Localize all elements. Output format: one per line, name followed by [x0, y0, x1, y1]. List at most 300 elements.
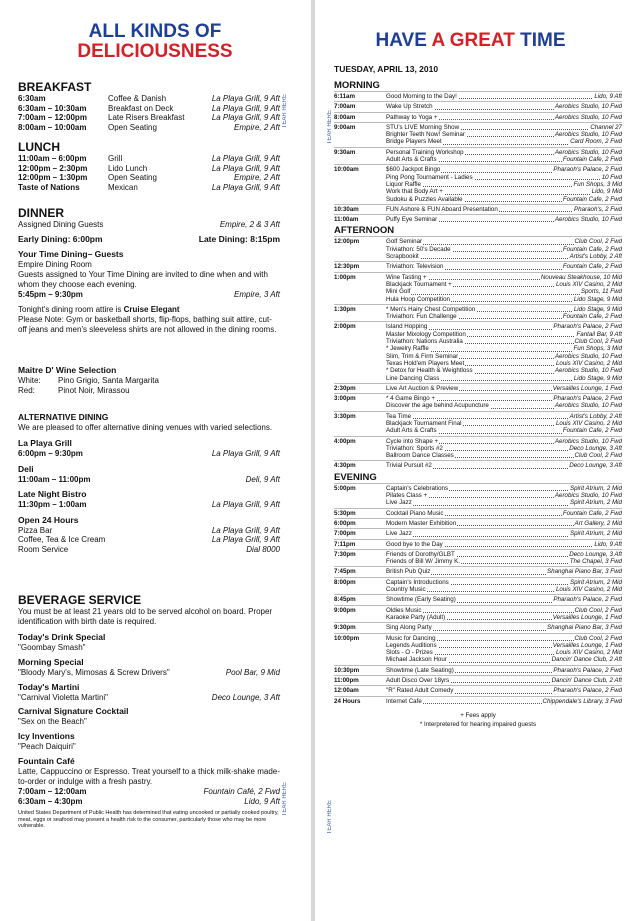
menu-time: 11:00am – 6:00pm [18, 154, 87, 163]
activity-row [386, 649, 622, 656]
activity-name: Work that Body Art + [386, 188, 443, 196]
red-label: Red: [18, 385, 35, 395]
activity-name: Blackjack Tournament Final [386, 419, 462, 427]
schedule-slot [334, 147, 622, 165]
slot-time: 2:00pm [334, 323, 356, 331]
activities-panel [316, 0, 625, 921]
slot-time: 10:30pm [334, 666, 360, 674]
lunch-heading: LUNCH [18, 140, 60, 154]
menu-item: Mexican [108, 182, 138, 192]
beverage-section [18, 593, 280, 830]
activity-location: Shanghai Piano Bar, 3 Fwd [547, 568, 622, 576]
activity-location: Louis XIV Casino, 2 Mid [555, 649, 622, 657]
activity-name: Ballroom Dance Classes [386, 452, 454, 460]
open24-location: La Playa Grill, 9 Aft [211, 535, 280, 544]
activity-name: Ping Pong Tournament - Ladies [386, 173, 473, 181]
activity-location: Fountain Cafe, 2 Fwd [562, 509, 622, 517]
assigned-loc: Empire, 2 & 3 Aft [219, 220, 280, 229]
activity-name: Cocktail Piano Music [386, 509, 444, 517]
schedule-slot [334, 204, 622, 214]
activity-name: Master Mixology Competition [386, 330, 466, 338]
slot-time: 2:30pm [334, 384, 356, 392]
activity-row [386, 246, 622, 253]
dinner-heading: DINNER [18, 206, 65, 220]
activity-location: Deco Lounge, 3 Aft [569, 550, 622, 558]
slot-items [386, 385, 622, 392]
open24-row [18, 545, 280, 555]
ytd-time: 5:45pm – 9:30pm [18, 290, 83, 299]
activity-name: * Detox for Health & Weightloss [386, 367, 473, 375]
activity-row [386, 181, 622, 188]
schedule-date: TUESDAY, APRIL 13, 2010 [334, 64, 439, 74]
menu-location: Empire, 2 Aft [234, 173, 280, 182]
activity-location: Aerobics Studio, 10 Fwd [554, 148, 622, 156]
activity-row [386, 607, 622, 614]
activity-name: Adult Disco Over 18yrs [386, 677, 450, 684]
cafe-text: Latte, Cappuccino or Espresso. Treat yourself to a thick milk-shake made-to-order or indulge with a fresh pastry. [18, 767, 280, 786]
activity-name: Texas Hold'em Players Meet [386, 359, 465, 367]
slot-items [386, 438, 622, 460]
red-wine: Pinot Noir, Mirassou [58, 385, 130, 395]
slot-time: 7:11pm [334, 540, 356, 548]
open24-item: Coffee, Tea & Ice Cream [18, 535, 106, 544]
activity-row [386, 263, 622, 270]
slot-items [386, 114, 622, 121]
title-line2: DELICIOUSNESS [77, 41, 233, 62]
dining-title [40, 22, 270, 62]
fees-note: + Fees apply [460, 711, 496, 719]
cafe-heading: Fountain Café [18, 756, 75, 766]
activity-row [386, 360, 622, 367]
schedule-slot [334, 577, 622, 595]
activity-row [386, 253, 622, 260]
menu-time: Taste of Nations [18, 182, 80, 192]
breakfast-heading: BREAKFAST [18, 80, 92, 94]
activity-name: Showtime (Late Seating) [386, 666, 454, 674]
activity-location: Pharaoh's Palace, 2 Fwd [553, 323, 622, 331]
slot-items [386, 596, 622, 603]
schedule-slot [334, 411, 622, 436]
activity-name: Karaoke Party (Adult) [386, 613, 446, 621]
activity-location: Artist's Lobby, 2 Aft [569, 253, 622, 261]
schedule-slot [334, 483, 622, 508]
slot-items [386, 687, 622, 694]
menu-time: 6:30am – 10:30am [18, 103, 87, 113]
slot-time: 10:00am [334, 166, 359, 174]
activity-row [386, 510, 622, 517]
activity-row [386, 345, 622, 352]
schedule-slot [334, 518, 622, 528]
activity-name: Tea Time [386, 412, 412, 420]
activity-location: Pharaoh's, 2 Fwd [574, 205, 622, 213]
schedule-slot [334, 528, 622, 538]
activity-name: Personal Training Workshop [386, 148, 464, 156]
activity-location: Deco Lounge, 3 Aft [569, 462, 622, 470]
activity-name: Island Hopping [386, 323, 428, 331]
activity-location: Dancin' Dance Club, 2 Aft [551, 677, 622, 684]
activity-name: Triviathon: 50's Decade [386, 245, 451, 253]
activity-row [386, 677, 622, 684]
activity-row [386, 551, 622, 558]
activity-location: Spirit Atrium, 2 Mid [569, 484, 622, 492]
schedule-slot [334, 122, 622, 147]
alt-venues [18, 438, 280, 510]
venue-location: La Playa Grill, 9 Aft [211, 449, 280, 458]
schedule-slot [334, 539, 622, 549]
martini: "Carnival Violetta Martini" [18, 692, 109, 702]
activity-location: Fun Shops, 3 Mid [573, 180, 622, 188]
title-a-great: A GREAT [431, 30, 521, 51]
activity-location: Aerobics Studio, 10 Fwd [554, 492, 622, 500]
menu-row [18, 173, 280, 183]
activity-row [386, 586, 622, 593]
open24-location: Dial 8000 [246, 544, 280, 554]
activity-name: Modern Master Exhibition [386, 519, 457, 527]
early-dining: Early Dining: 6:00pm [18, 233, 103, 244]
wine-section [18, 365, 280, 395]
activity-name: Michael Jackson Hour [386, 656, 447, 664]
slot-items [386, 607, 622, 622]
beverage-heading: BEVERAGE SERVICE [18, 593, 142, 607]
slot-items [386, 541, 622, 548]
slot-items [386, 667, 622, 674]
activity-location: Sports, 11 Fwd [580, 288, 622, 296]
activity-row [386, 438, 622, 445]
activity-location: Club Cool, 2 Fwd [574, 606, 622, 614]
slot-time: 7:00am [334, 103, 356, 111]
activity-location: Pharaoh's Palace, 2 Fwd [553, 166, 622, 174]
slot-time: 5:00pm [334, 484, 356, 492]
slot-items [386, 462, 622, 469]
lunch-section [18, 140, 280, 192]
activity-row [386, 216, 622, 223]
interpreted-note: * Interpretered for hearing impaired guests [419, 721, 537, 729]
activity-location: Club Cool, 2 Fwd [574, 634, 622, 642]
slot-items [386, 306, 622, 321]
slot-time: 9:30pm [334, 624, 356, 632]
menu-item: Grill [108, 154, 123, 163]
activity-location: Versailles Lounge, 1 Fwd [552, 384, 622, 392]
slot-items [386, 551, 622, 566]
activity-name: Triviathon: Television [386, 263, 444, 271]
activity-location: Pharaoh's Palace, 2 Fwd [553, 687, 622, 695]
attire-prefix: Tonight's dining room attire is [18, 304, 124, 314]
activity-name: Sing Along Party [386, 624, 432, 632]
slot-time: 6:00pm [334, 519, 356, 527]
slot-time: 10:00pm [334, 634, 360, 642]
open24-item: Room Service [18, 544, 69, 554]
slot-items [386, 520, 622, 527]
slot-items [386, 238, 622, 260]
activity-name: Good Morning to the Day! [386, 93, 457, 100]
slot-items [386, 124, 622, 146]
activity-location: Lido Stage, 9 Mid [573, 305, 622, 313]
activity-row [386, 656, 622, 663]
slot-items [386, 568, 622, 575]
menu-row [18, 164, 280, 174]
schedule-slot [334, 594, 622, 604]
cafe-time: 7:00am – 12:00am [18, 787, 87, 796]
activity-location: Shanghai Piano Bar, 3 Fwd [547, 624, 622, 632]
activity-row [386, 188, 622, 195]
schedule-slot [334, 101, 622, 111]
period-heading: AFTERNOON [334, 225, 395, 237]
drink-special: "Goombay Smash" [18, 643, 86, 652]
activity-row [386, 385, 622, 392]
menu-location: La Playa Grill, 9 Aft [211, 182, 280, 192]
activity-location: Card Room, 2 Fwd [570, 138, 622, 146]
activity-name: Golf Seminar [386, 238, 423, 246]
venue-location: Deli, 9 Aft [245, 474, 280, 484]
open24-heading: Open 24 Hours [18, 514, 79, 525]
menu-time: 12:00pm – 1:30pm [18, 173, 88, 182]
schedule-slot [334, 304, 622, 322]
title-line1: ALL KINDS OF [88, 21, 222, 42]
slot-items [386, 263, 622, 270]
activities-title [316, 30, 625, 52]
schedule-slot [334, 91, 622, 101]
slot-time: 8:45pm [334, 596, 356, 604]
menu-row [18, 183, 280, 193]
menu-item: Open Seating [108, 173, 157, 182]
activity-name: Internet Cafe [386, 697, 422, 705]
activity-row [386, 395, 622, 402]
slot-items [386, 103, 622, 110]
activity-row [386, 687, 622, 694]
activity-location: Nouveau Steakhouse, 10 Mid [540, 273, 622, 281]
activity-row [386, 323, 622, 330]
activity-location: Lido, 9 Aft [594, 540, 622, 548]
activity-row [386, 698, 622, 705]
activity-row [386, 520, 622, 527]
schedule-slot [334, 460, 622, 470]
activity-location: Spirit Atrium, 2 Mid [569, 499, 622, 507]
menu-location: La Playa Grill, 9 Aft [211, 163, 280, 173]
white-wine: Pino Grigio, Santa Margarita [58, 376, 159, 385]
slot-time: 1:00pm [334, 273, 356, 281]
activity-location: Aerobics Studio, 10 Fwd [554, 437, 622, 445]
activity-name: British Pub Quiz [386, 568, 431, 576]
activity-row [386, 156, 622, 163]
menu-row [18, 154, 280, 164]
activity-name: Pathway to Yoga + [386, 113, 438, 121]
schedule-slot [334, 508, 622, 518]
activity-name: Triviathon: Sports #2 [386, 444, 443, 452]
activity-location: Aerobics Studio, 10 Fwd [554, 103, 622, 111]
activity-row [386, 492, 622, 499]
slot-items [386, 216, 622, 223]
activity-row [386, 375, 622, 382]
ytd-heading: Your Time Dining– Guests [18, 249, 124, 259]
activity-row [386, 635, 622, 642]
activity-row [386, 420, 622, 427]
activity-name: Live Art Auction & Preview [386, 384, 459, 392]
schedule-slot [334, 236, 622, 261]
menu-location: La Playa Grill, 9 Aft [211, 154, 280, 163]
activity-location: Spirit Atrium, 2 Mid [569, 530, 622, 538]
activity-location: Aerobics Studio, 10 Fwd [554, 367, 622, 375]
activity-name: Live Jazz [386, 499, 412, 507]
slot-items [386, 530, 622, 537]
schedule-slot [334, 696, 622, 706]
activity-name: Cycle into Shape + [386, 437, 439, 445]
activity-name: $600 Jackpot Bingo [386, 166, 441, 174]
slot-time: 4:30pm [334, 462, 356, 470]
activity-row [386, 353, 622, 360]
center-fold-divider [311, 0, 315, 921]
late-dining: Late Dining: 8:15pm [198, 233, 280, 244]
activity-name: Good bye to the Day [386, 540, 443, 548]
slot-items [386, 166, 622, 202]
activity-name: "R" Rated Adult Comedy [386, 687, 454, 695]
open24-rows [18, 526, 280, 555]
activity-location: Lido, 9 Mid [591, 188, 622, 196]
slot-items [386, 93, 622, 100]
activity-row [386, 624, 622, 631]
activity-name: Adult Arts & Crafts [386, 156, 437, 164]
activity-row [386, 642, 622, 649]
icy: "Peach Daiquiri" [18, 742, 76, 751]
slot-items [386, 323, 622, 381]
activity-row [386, 331, 622, 338]
activity-name: FUN Ashore & FUN Aboard Presentation [386, 205, 498, 213]
venue-name: La Playa Grill [18, 438, 72, 448]
schedule-slot [334, 685, 622, 695]
activity-row [386, 530, 622, 537]
schedule-slot [334, 272, 622, 304]
cafe-rows [18, 787, 280, 806]
ytd-room: Empire Dining Room [18, 260, 92, 269]
activity-row [386, 596, 622, 603]
alt-dining-section [18, 412, 280, 554]
menu-time: 8:00am – 10:00am [18, 122, 87, 132]
activity-location: Lido Stage, 9 Mid [573, 374, 622, 382]
slot-items [386, 698, 622, 705]
venue-row [18, 500, 280, 510]
venue-row [18, 449, 280, 459]
activity-location: Club Cool, 2 Fwd [574, 238, 622, 246]
slot-items [386, 635, 622, 664]
menu-time: 6:30am [18, 94, 46, 103]
activity-name: Line Dancing Class [386, 374, 440, 382]
activity-row [386, 166, 622, 173]
tear-here-label: TEAR HERE [282, 782, 288, 817]
activity-location: Fountain Cafe, 2 Fwd [562, 427, 622, 435]
morning-special: "Bloody Mary's, Mimosas & Screw Drivers" [18, 668, 170, 677]
martini-heading: Today's Martini [18, 681, 80, 692]
slot-items [386, 510, 622, 517]
activity-row [386, 313, 622, 320]
activity-name: Live Jazz [386, 530, 412, 538]
activity-location: Aerobics Studio, 10 Fwd [554, 131, 622, 139]
activity-location: Fantail Bar, 9 Aft [576, 330, 622, 338]
activity-location: Club Cool, 2 Fwd [574, 452, 622, 460]
slot-items [386, 579, 622, 594]
open24-row [18, 535, 280, 545]
cafe-row [18, 787, 280, 797]
activity-name: Friends of Bill W/ Jimmy K. [386, 558, 460, 566]
slot-time: 9:30am [334, 148, 356, 156]
morning-special-heading: Morning Special [18, 657, 84, 667]
activity-row [386, 452, 622, 459]
slot-time: 7:45pm [334, 568, 356, 576]
slot-time: 9:00pm [334, 606, 356, 614]
drink-heading: Today's Drink Special [18, 632, 106, 642]
slot-items [386, 677, 622, 684]
venue-row [18, 475, 280, 485]
menu-item: Open Seating [108, 122, 157, 132]
menu-time: 12:00pm – 2:30pm [18, 163, 88, 173]
activity-location: Aerobics Studio, 10 Fwd [554, 402, 622, 410]
activity-location: Art Gallery, 2 Mid [574, 519, 622, 527]
assigned-guests: Assigned Dining Guests [18, 220, 104, 229]
menu-item: Late Risers Breakfast [108, 113, 185, 122]
alt-heading: ALTERNATIVE DINING [18, 412, 109, 422]
slot-time: 10:30am [334, 205, 359, 213]
menu-row [18, 104, 280, 114]
menu-location: Empire, 2 Aft [234, 122, 280, 132]
slot-time: 12:00am [334, 687, 359, 695]
period-heading: MORNING [334, 80, 380, 91]
activity-location: Fountain Cafe, 2 Fwd [562, 195, 622, 203]
activity-location: Aerobics Studio, 10 Fwd [554, 216, 622, 224]
activity-row [386, 131, 622, 138]
activity-name: Sudoku & Puzzles Available [386, 195, 463, 203]
activity-row [386, 367, 622, 374]
activity-name: Legends Auditions [386, 641, 437, 649]
breakfast-rows [18, 94, 280, 132]
beverage-text: You must be at least 21 years old to be served alcohol on board. Proper identification with birth date is required. [18, 607, 273, 626]
activity-row [386, 558, 622, 565]
activity-location: Pharaoh's Palace, 2 Fwd [553, 666, 622, 674]
activity-row [386, 338, 622, 345]
activity-name: STU's LIVE Morning Show [386, 123, 460, 131]
activity-location: The Chapel, 3 Fwd [569, 558, 622, 566]
slot-time: 24 Hours [334, 697, 361, 705]
cocktail: "Sex on the Beach" [18, 717, 87, 726]
venue-name: Deli [18, 463, 34, 474]
lunch-rows [18, 154, 280, 192]
slot-time: 8:00pm [334, 578, 356, 586]
venue-name: Late Night Bistro [18, 489, 87, 499]
activity-row [386, 427, 622, 434]
slot-time: 12:00pm [334, 238, 360, 246]
activity-row [386, 288, 622, 295]
activity-row [386, 149, 622, 156]
schedule-slot [334, 605, 622, 623]
activity-row [386, 413, 622, 420]
slot-time: 4:00pm [334, 437, 356, 445]
cafe-location: Lido, 9 Aft [244, 796, 280, 806]
slot-time: 1:30pm [334, 305, 356, 313]
activity-name: Showtime (Early Seating) [386, 596, 456, 604]
activity-name: Hula Hoop Competition [386, 295, 450, 303]
activity-row [386, 579, 622, 586]
health-disclaimer: United States Department of Public Health has determined that eating uncooked or partially cooked poultry, meat, eggs or seafood may present a health risk to the consumer, particularly those who may be more vulnerable. [18, 810, 279, 829]
schedule-slot [334, 675, 622, 685]
activity-row [386, 93, 622, 100]
slot-time: 5:30pm [334, 509, 356, 517]
schedule-slot [334, 112, 622, 122]
slot-items [386, 395, 622, 410]
activity-name: Mini Golf [386, 288, 411, 296]
activity-row [386, 568, 622, 575]
tear-here-label: TEAR HERE [282, 94, 288, 129]
activity-name: Triviathon: Nations Australia [386, 338, 463, 346]
activity-name: Brighter Teeth Now! Seminar [386, 131, 465, 139]
schedule-slot [334, 549, 622, 567]
activity-row [386, 614, 622, 621]
